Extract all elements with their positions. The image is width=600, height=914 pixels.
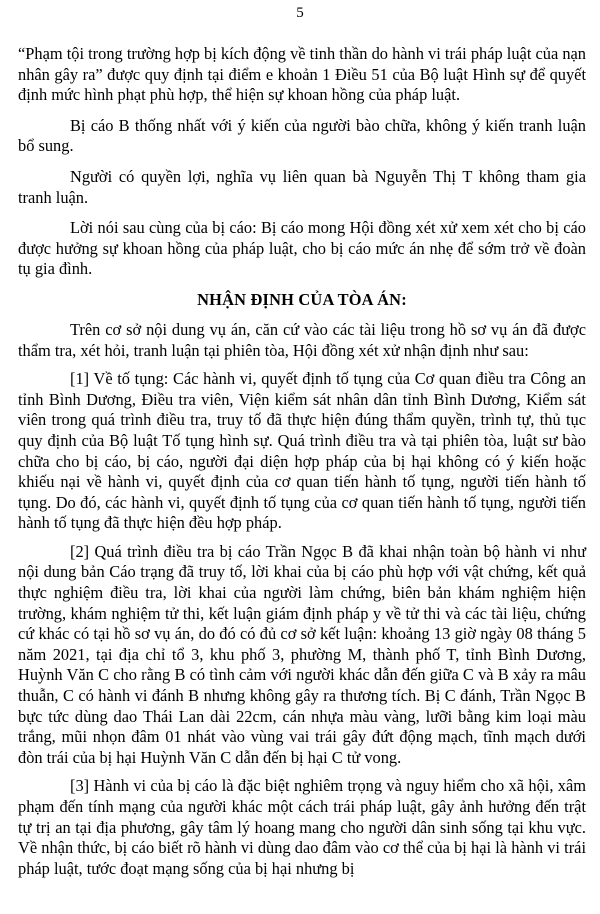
paragraph-finding-1-procedure: [1] Về tố tụng: Các hành vi, quyết định tố tụng của Cơ quan điều tra Công an tỉnh Bình Dương, Điều tra viên, Viện kiểm sát nhân dân tỉnh Bình Dương, Kiểm sát viên trong quá trình điều tra, truy tố đã thực hiện đúng thẩm quyền, trình tự, thủ tục quy định của Bộ luật Tố tụng hình sự. Quá trình điều tra và tại phiên tòa, luật sư bào chữa cho bị cáo, bị cáo, người đại diện hợp pháp của bị hại không có ý kiến hoặc khiếu nại về hành vi, quyết định của cơ quan tiến hành tố tụng, người tiến hành tố tụng. Do đó, các hành vi, quyết định tố tụng của cơ quan tiến hành tố tụng, người tiến hành tố tụng đã thực hiện đều hợp pháp.	[18, 369, 586, 533]
paragraph-finding-2-facts: [2] Quá trình điều tra bị cáo Trần Ngọc B đã khai nhận toàn bộ hành vi như nội dung bản Cáo trạng đã truy tố, lời khai của bị cáo phù hợp với vật chứng, kết quả thực nghiệm điều tra, lời khai của người làm chứng, biên bản khám nghiệm hiện trường, khám nghiệm tử thi, kết luận giám định pháp y về tử thi và các tài liệu, chứng cứ khác có tại hồ sơ vụ án, do đó có đủ cơ sở kết luận: khoảng 13 giờ ngày 08 tháng 5 năm 2021, tại địa chỉ tổ 3, khu phố 3, phường M, thành phố T, tỉnh Bình Dương, Huỳnh Văn C cho rằng B có tình cảm với người khác dẫn đến giữa C và B xảy ra mâu thuẫn, C có hành vi đánh B nhưng không gây ra thương tích. Bị C đánh, Trần Ngọc B bực tức dùng dao Thái Lan dài 22cm, cán nhựa màu vàng, lưỡi bằng kim loại màu trắng, mũi nhọn đâm 01 nhát vào vùng vai trái gây đứt động mạch, tĩnh mạch dưới đòn trái của bị hại Huỳnh Văn C dẫn đến bị hại C tử vong.	[18, 541, 586, 767]
section-heading-court-findings: NHẬN ĐỊNH CỦA TÒA ÁN:	[197, 289, 407, 309]
paragraph-related-party: Người có quyền lợi, nghĩa vụ liên quan bà Nguyễn Thị T không tham gia tranh luận.	[18, 166, 586, 207]
paragraph-defendant-agreement: Bị cáo B thống nhất với ý kiến của người bào chữa, không ý kiến tranh luận bổ sung.	[18, 115, 586, 156]
paragraph-finding-3-severity: [3] Hành vi của bị cáo là đặc biệt nghiêm trọng và nguy hiểm cho xã hội, xâm phạm đến tính mạng của người khác một cách trái pháp luật, gây ảnh hưởng đến trật tự trị an tại địa phương, gây tâm lý hoang mang cho người dân sinh sống tại khu vực. Về nhận thức, bị cáo biết rõ hành vi dùng dao đâm vào cơ thể của bị hại là hành vi trái pháp luật, tước đoạt mạng sống của bị hại nhưng bị	[18, 776, 586, 878]
page-number: 5	[296, 5, 304, 21]
paragraph-findings-intro: Trên cơ sở nội dung vụ án, căn cứ vào các tài liệu trong hồ sơ vụ án đã được thẩm tra, xét hỏi, tranh luận tại phiên tòa, Hội đồng xét xử nhận định như sau:	[18, 319, 586, 360]
paragraph-mitigating-circumstance: “Phạm tội trong trường hợp bị kích động về tinh thần do hành vi trái pháp luật của nạn nhân gây ra” được quy định tại điểm e khoản 1 Điều 51 của Bộ luật Hình sự để quyết định mức hình phạt phù hợp, thể hiện sự khoan hồng của pháp luật.	[18, 44, 586, 105]
paragraph-final-statement: Lời nói sau cùng của bị cáo: Bị cáo mong Hội đồng xét xử xem xét cho bị cáo được hưởng sự khoan hồng của pháp luật, cho bị cáo mức án nhẹ để sớm trở về đoàn tụ gia đình.	[18, 218, 586, 279]
document-body	[18, 44, 586, 887]
